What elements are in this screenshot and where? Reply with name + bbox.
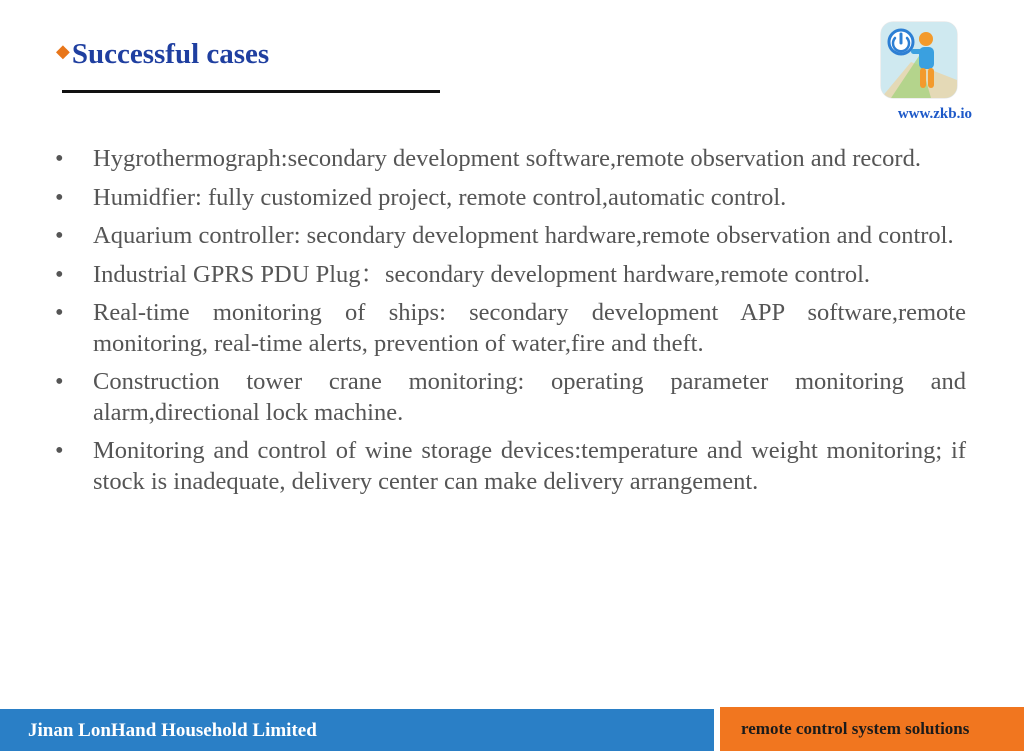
- case-text: Construction tower crane monitoring: operating parameter monitoring and alarm,directional lock machine.: [93, 368, 966, 426]
- bullet-icon: •: [55, 222, 64, 249]
- bullet-icon: •: [55, 145, 64, 172]
- title-underline: [62, 90, 440, 93]
- case-text: Monitoring and control of wine storage devices:temperature and weight monitoring; if stock is inadequate, delivery center can make delivery arrangement.: [93, 437, 966, 495]
- bullet-icon: •: [55, 437, 64, 464]
- case-text: Real-time monitoring of ships: secondary development APP software,remote monitoring, real-time alerts, prevention of water,fire and theft.: [93, 299, 966, 357]
- list-item: [55, 183, 966, 214]
- slide-title-text: Successful cases: [71, 38, 270, 70]
- list-item: [55, 221, 966, 252]
- footer-company-bar: [0, 709, 714, 751]
- bullet-icon: •: [55, 368, 64, 395]
- app-logo-graphic: [881, 22, 957, 98]
- slide-title: [56, 38, 269, 71]
- case-text: Industrial GPRS PDU Plug：secondary development hardware,remote control.: [93, 260, 871, 288]
- list-item: [55, 260, 966, 291]
- list-item: [55, 436, 966, 497]
- list-item: [55, 298, 966, 359]
- list-item: [55, 367, 966, 428]
- tagline-text: remote control system solutions: [741, 719, 970, 738]
- website-url[interactable]: www.zkb.io: [897, 106, 972, 122]
- footer-tagline-bar: [720, 707, 1024, 751]
- case-text: Humidfier: fully customized project, remote control,automatic control.: [93, 183, 787, 211]
- diamond-icon: ◆: [56, 41, 70, 61]
- app-logo-icon: [881, 22, 957, 98]
- bullet-icon: •: [55, 183, 64, 211]
- case-text: Aquarium controller: secondary development hardware,remote observation and control.: [93, 222, 954, 249]
- company-name: Jinan LonHand Household Limited: [28, 720, 317, 741]
- list-item: [55, 144, 966, 175]
- case-list: [55, 144, 966, 505]
- bullet-icon: •: [55, 260, 64, 288]
- case-text: Hygrothermograph:secondary development software,remote observation and record.: [93, 145, 921, 172]
- bullet-icon: •: [55, 299, 64, 326]
